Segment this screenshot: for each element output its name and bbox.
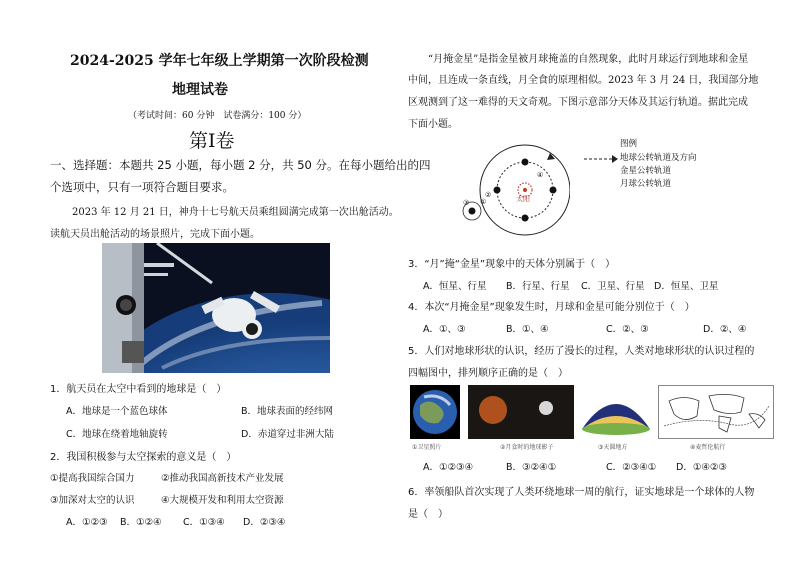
q3-option-d[interactable]: D．恒星、卫星 (654, 281, 719, 292)
q5-option-a[interactable]: A．①②③④ (423, 462, 474, 473)
venus-dot-bottom (522, 215, 529, 222)
intro2-line2: 中间，且连成一条直线，月全食的原理相似。2023 年 3 月 24 日，我国部分地 (408, 75, 759, 86)
legend-earth-orbit-symbol (582, 150, 618, 162)
q4-option-d[interactable]: D．②、④ (703, 324, 747, 335)
q5-image-round-sky (578, 385, 654, 439)
legend-earth-orbit: 地球公转轨道及方向 (620, 153, 697, 163)
marker-1: ① (480, 198, 487, 206)
intro2-line1: “月掩金星”是指金星被月球掩盖的自然现象，此时月球运行到地球和金星 (428, 54, 749, 65)
exam-info: （考试时间：60 分钟 试卷满分：100 分） (128, 111, 307, 121)
q4-option-b[interactable]: B．①、④ (506, 324, 549, 335)
q1-stem: 1．航天员在太空中看到的地球是（ ） (50, 384, 227, 395)
q1-option-d[interactable]: D．赤道穿过非洲大陆 (241, 429, 334, 440)
section-instruction-line1: 一、选择题：本题共 25 小题，每小题 2 分，共 50 分。在每小题给出的四 (50, 158, 431, 172)
exam-title: 2024-2025 学年七年级上学期第一次阶段检测 (70, 53, 369, 69)
venus-dot-right (550, 187, 557, 194)
q5-stem-line2: 四幅图中，排列顺序正确的是（ ） (408, 368, 568, 379)
q3-option-b[interactable]: B．行星、行星 (506, 281, 570, 292)
q6-stem-line1: 6．率领船队首次实现了人类环绕地球一周的航行，证实地球是一个球体的人物 (408, 487, 755, 498)
legend-venus-orbit: 金星公转轨道 (620, 166, 672, 176)
q2-item-1: ①提高我国综合国力 (50, 473, 135, 484)
venus-dot-left (494, 187, 501, 194)
earth-dot (469, 208, 476, 215)
q3-stem: 3．“月”掩“金星”现象中的天体分别属于（ ） (408, 259, 616, 270)
venus-dot-top (522, 159, 529, 166)
intro2-line4: 下面小题。 (408, 119, 458, 130)
astronaut-photo (102, 243, 330, 373)
q5-caption-2: ②月食时的地球影子 (500, 444, 554, 451)
intro2-line3: 区观测到了这一难得的天文奇观。下图示意部分天体及其运行轨道。据此完成 (408, 97, 748, 108)
volume-heading: 第Ⅰ卷 (189, 130, 235, 152)
sun-label: 太阳 (516, 195, 530, 203)
q4-option-c[interactable]: C．②、③ (606, 324, 649, 335)
marker-4: ④ (537, 171, 544, 179)
q5-option-c[interactable]: C．②③④① (606, 462, 657, 473)
q1-option-a[interactable]: A．地球是一个蓝色球体 (66, 406, 168, 417)
q5-image-eclipse (468, 385, 574, 439)
q5-caption-4: ④麦哲伦航行 (690, 444, 726, 451)
q2-option-c[interactable]: C．①③④ (183, 517, 225, 528)
q5-caption-3: ③天圆地方 (598, 444, 628, 451)
q3-option-c[interactable]: C．卫星、行星 (581, 281, 645, 292)
section-instruction-line2: 个选项中，只有一项符合题目要求。 (50, 180, 234, 194)
q3-option-a[interactable]: A．恒星、行星 (423, 281, 487, 292)
legend-moon-orbit: 月球公转轨道 (620, 179, 672, 189)
q6-stem-line2: 是（ ） (408, 509, 448, 520)
q2-item-4: ④大规模开发和利用太空资源 (161, 495, 284, 506)
q5-stem-line1: 5．人们对地球形状的认识，经历了漫长的过程，人类对地球形状的认识过程的 (408, 346, 755, 357)
q5-option-b[interactable]: B．③②④① (506, 462, 557, 473)
orbit-diagram (455, 133, 570, 248)
q5-caption-1: ①卫星照片 (412, 444, 442, 451)
legend-title: 图例 (620, 139, 638, 149)
q4-option-a[interactable]: A．①、③ (423, 324, 466, 335)
q2-option-a[interactable]: A．①②③ (66, 517, 108, 528)
q5-option-d[interactable]: D．①④②③ (676, 462, 727, 473)
exam-subtitle: 地理试卷 (172, 82, 228, 98)
orbit-direction-arrow (547, 153, 555, 160)
intro1-line1: 2023 年 12 月 21 日，神舟十七号航天员乘组圆满完成第一次出舱活动。 (72, 207, 399, 218)
marker-3: ③ (463, 199, 470, 207)
q1-option-b[interactable]: B．地球表面的经纬网 (241, 406, 334, 417)
intro1-line2: 读航天员出舱活动的场景照片，完成下面小题。 (50, 229, 260, 240)
marker-2: ② (485, 191, 492, 199)
q5-image-satellite (410, 385, 460, 439)
q1-option-c[interactable]: C．地球在绕着地轴旋转 (66, 429, 168, 440)
q5-image-world-map (658, 385, 774, 439)
q2-option-d[interactable]: D．②③④ (243, 517, 286, 528)
q2-stem: 2．我国积极参与太空探索的意义是（ ） (50, 452, 237, 463)
q2-item-2: ②推动我国高新技术产业发展 (161, 473, 284, 484)
q4-stem: 4．本次“月掩金星”现象发生时，月球和金星可能分别位于（ ） (408, 302, 695, 313)
q2-option-b[interactable]: B．①②④ (120, 517, 162, 528)
q2-item-3: ③加深对太空的认识 (50, 495, 135, 506)
